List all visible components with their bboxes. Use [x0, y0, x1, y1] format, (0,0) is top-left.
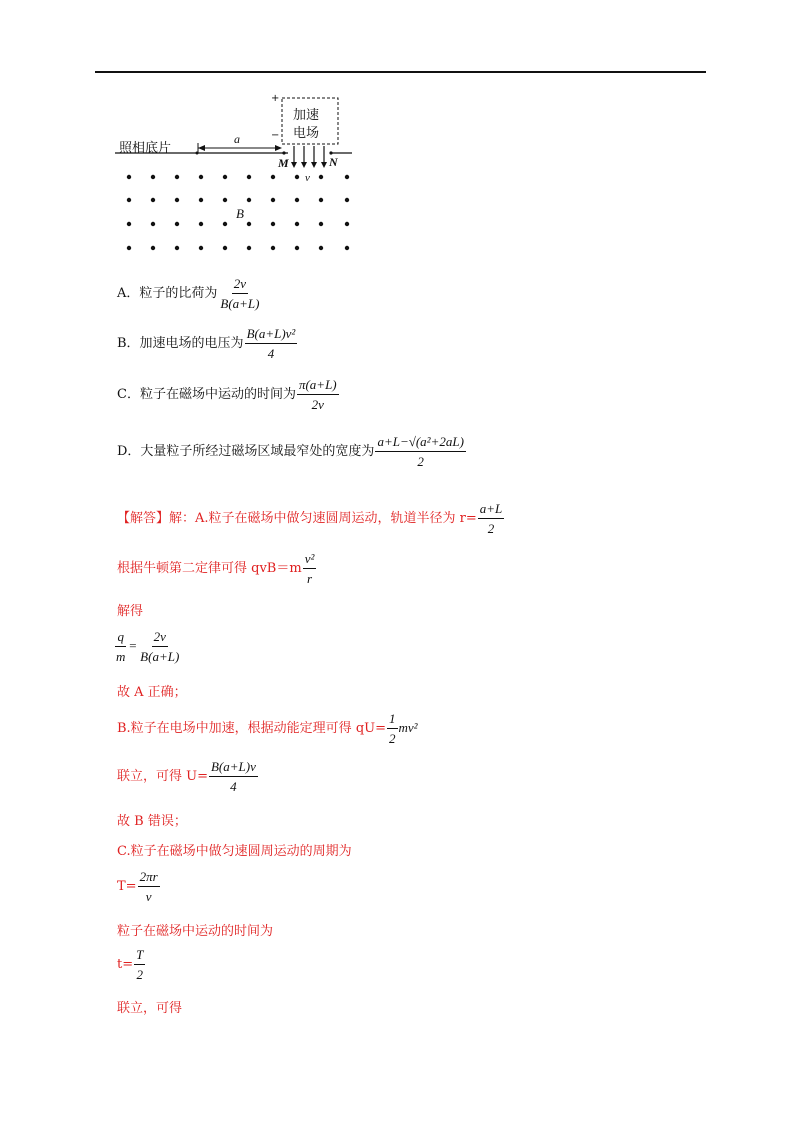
solution-step-5: 故 A 正确；	[117, 685, 187, 700]
solution-s10-text: T=	[117, 879, 137, 894]
option-d-denominator: 2	[417, 454, 424, 469]
physics-diagram	[110, 90, 370, 264]
option-d-prefix: D．大量粒子所经过磁场区域最窄处的宽度为	[117, 444, 375, 459]
solution-step-8: 故 B 错误；	[117, 814, 187, 829]
B-label: B	[236, 206, 244, 221]
a-arrow-right	[275, 145, 282, 151]
solution-step-2	[117, 550, 317, 587]
s6-fraction: $\frac{1}{2}$	[389, 711, 396, 746]
velocity-arrows	[291, 146, 327, 168]
option-d-numerator: a+L−√(a²+2aL)	[375, 433, 465, 452]
M-label: M	[278, 156, 289, 170]
solution-step-4: $\frac{q}{m}$ = $\frac{2v}{B(a+L)}$	[116, 629, 180, 664]
option-b-prefix: B．加速电场的电压为	[117, 336, 244, 351]
film-label: 照相底片	[119, 141, 172, 156]
option-a-prefix: A．粒子的比荷为	[117, 286, 218, 301]
s10-fraction: $\frac{2\pi r}{v}$	[139, 869, 158, 904]
solution-s7-text: 联立，可得 U=	[117, 769, 208, 784]
option-b-denominator: 4	[267, 346, 275, 361]
option-b	[117, 325, 298, 362]
s2-fraction: $\frac{\text{v²}}{r}$	[304, 551, 315, 586]
option-a-fraction	[218, 275, 261, 312]
solution-step-6: B.粒子在电场中加速，根据动能定理可得 qU= $\frac{1}{2}$ mv²	[117, 711, 418, 746]
option-c	[117, 376, 340, 413]
option-c-numerator: π(a+L)	[297, 376, 339, 395]
option-a-denominator: B(a+L)	[220, 296, 260, 311]
solution-step-1	[117, 500, 505, 537]
solution-step-13: 联立，可得	[117, 1001, 183, 1016]
s12-fraction: $\frac{T}{2}$	[136, 947, 144, 982]
a-label: a	[234, 132, 240, 146]
box-label-line1: 加速	[293, 108, 320, 123]
solution-step-10	[117, 868, 161, 905]
solution-s6-text: B.粒子在电场中加速，根据动能定理可得 qU=	[117, 721, 386, 736]
solution-step-11: 粒子在磁场中运动的时间为	[117, 924, 274, 939]
option-b-numerator: B(a+L)v²	[245, 325, 298, 344]
s1-fraction: $\frac{a+L}{2}$	[479, 501, 503, 536]
option-b-fraction	[245, 325, 298, 362]
N-label: N	[329, 155, 338, 169]
solution-s12-text: t=	[117, 957, 134, 972]
option-a	[117, 275, 263, 312]
solution-step-7	[117, 758, 259, 795]
solution-step-12	[117, 946, 146, 983]
option-a-numerator: 2v	[232, 275, 248, 294]
s4-right-fraction: $\frac{2v}{B(a+L)}$	[140, 629, 180, 664]
minus-sign: −	[271, 130, 280, 141]
s7-fraction: $\frac{B(a+L)v}{4}$	[210, 759, 256, 794]
solution-step-3: 解得	[117, 604, 144, 619]
solution-s1-text: 解：A.粒子在磁场中做匀速圆周运动，轨道半径为 r=	[169, 511, 477, 526]
option-d	[117, 433, 467, 470]
diagram-svg	[110, 90, 370, 260]
option-d-fraction	[375, 433, 465, 470]
option-c-prefix: C．粒子在磁场中运动的时间为	[117, 387, 296, 402]
plus-sign: +	[271, 93, 280, 104]
solution-step-9: C.粒子在磁场中做匀速圆周运动的周期为	[117, 844, 352, 859]
box-label-line2: 电场	[293, 126, 320, 141]
a-arrow-left	[198, 145, 205, 151]
option-c-fraction	[297, 376, 339, 413]
s4-left-fraction: $\frac{q}{m}$	[116, 629, 126, 664]
option-c-denominator: 2v	[311, 397, 324, 412]
solution-tag: 【解答】	[117, 511, 170, 526]
v-label: v	[305, 172, 310, 184]
solution-s2-text: 根据牛顿第二定律可得 qvB＝m	[117, 561, 302, 576]
header-rule	[95, 71, 706, 73]
